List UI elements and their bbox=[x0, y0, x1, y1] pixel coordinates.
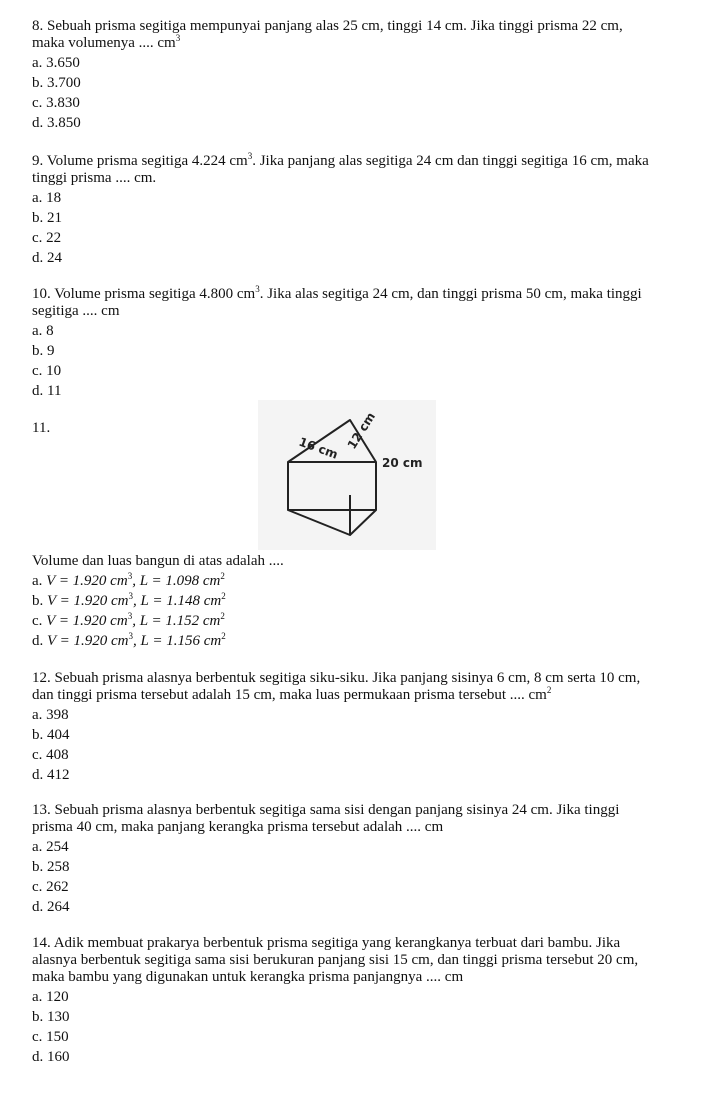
question-14-options bbox=[32, 987, 712, 1067]
option-d[interactable]: d. V = 1.920 $cm^3$, L = 1.156 $cm^2$ bbox=[32, 631, 226, 649]
question-8-options bbox=[32, 53, 712, 133]
option-c[interactable]: c. 408 bbox=[32, 747, 69, 763]
option-c[interactable]: c. 150 bbox=[32, 1029, 69, 1045]
option-c[interactable]: c. 22 bbox=[32, 230, 62, 246]
option-d[interactable]: d. 3.850 bbox=[32, 115, 81, 131]
option-c[interactable]: c. V = 1.920 $cm^3$, L = 1.152 $cm^2$ bbox=[32, 611, 225, 629]
prism-figure bbox=[258, 400, 436, 550]
question-12-stem: 12. Sebuah prisma alasnya berbentuk segitiga siku-siku. Jika panjang sisinya 6 cm, 8 cm serta 10 cm, dan tinggi prisma tersebut adalah 15 cm, maka luas permukaan prisma tersebut .... $cm^2$ bbox=[32, 670, 641, 703]
option-b[interactable]: b. V = 1.920 $cm^3$, L = 1.148 $cm^2$ bbox=[32, 591, 226, 609]
label-12cm: 12 cm bbox=[344, 409, 379, 452]
question-13-stem: 13. Sebuah prisma alasnya berbentuk segitiga sama sisi dengan panjang sisinya 24 cm. Jika tinggi prisma 40 cm, maka panjang kerangka prisma tersebut adalah .... cm bbox=[32, 802, 620, 835]
question-14 bbox=[32, 935, 712, 1067]
option-d[interactable]: d. 264 bbox=[32, 899, 70, 915]
question-13 bbox=[32, 802, 712, 917]
option-a[interactable]: a. 18 bbox=[32, 190, 62, 206]
label-20cm: 20 cm bbox=[382, 456, 423, 470]
option-b[interactable]: b. 258 bbox=[32, 859, 70, 875]
option-a[interactable]: a. 254 bbox=[32, 839, 69, 855]
triangular-prism-diagram bbox=[258, 400, 436, 550]
question-12 bbox=[32, 670, 712, 785]
question-11-number: 11. bbox=[32, 420, 51, 436]
question-10-options bbox=[32, 321, 712, 401]
option-c[interactable]: c. 10 bbox=[32, 363, 62, 379]
option-a[interactable]: a. 3.650 bbox=[32, 55, 80, 71]
question-14-stem: 14. Adik membuat prakarya berbentuk prisma segitiga yang kerangkanya terbuat dari bambu. Jika alasnya berbentuk segitiga sama sisi berukuran panjang sisi 15 cm, dan tinggi prisma tersebut 20 cm, maka bambu yang digunakan untuk kerangka prisma panjangnya .... cm bbox=[32, 935, 639, 985]
question-12-options bbox=[32, 705, 712, 785]
option-a[interactable]: a. 8 bbox=[32, 323, 54, 339]
question-10 bbox=[32, 286, 712, 401]
option-d[interactable]: d. 11 bbox=[32, 383, 62, 399]
option-d[interactable]: d. 160 bbox=[32, 1049, 70, 1065]
option-b[interactable]: b. 404 bbox=[32, 727, 70, 743]
question-10-stem: 10. Volume prisma segitiga 4.800 $cm^3$. Jika alas segitiga 24 cm, dan tinggi prisma 50 cm, maka tinggi segitiga .... cm bbox=[32, 284, 642, 319]
option-d[interactable]: d. 412 bbox=[32, 767, 70, 783]
option-b[interactable]: b. 21 bbox=[32, 210, 62, 226]
option-c[interactable]: c. 3.830 bbox=[32, 95, 80, 111]
option-b[interactable]: b. 3.700 bbox=[32, 75, 81, 91]
question-9-options bbox=[32, 188, 712, 268]
option-b[interactable]: b. 9 bbox=[32, 343, 55, 359]
option-c[interactable]: c. 262 bbox=[32, 879, 69, 895]
option-b[interactable]: b. 130 bbox=[32, 1009, 70, 1025]
question-9 bbox=[32, 153, 712, 268]
question-8-stem: 8. Sebuah prisma segitiga mempunyai panjang alas 25 cm, tinggi 14 cm. Jika tinggi prisma 22 cm, maka volumenya .... $cm^3$ bbox=[32, 18, 623, 51]
question-8 bbox=[32, 18, 712, 133]
option-a[interactable]: a. 120 bbox=[32, 989, 69, 1005]
option-a[interactable]: a. 398 bbox=[32, 707, 69, 723]
question-11-options bbox=[32, 571, 712, 651]
question-11-stem: Volume dan luas bangun di atas adalah .... bbox=[32, 553, 284, 569]
question-13-options bbox=[32, 837, 712, 917]
question-9-stem: 9. Volume prisma segitiga 4.224 $cm^3$. Jika panjang alas segitiga 24 cm dan tinggi segitiga 16 cm, maka tinggi prisma .... cm. bbox=[32, 151, 649, 186]
question-11 bbox=[32, 553, 712, 651]
option-a[interactable]: a. V = 1.920 $cm^3$, L = 1.098 $cm^2$ bbox=[32, 571, 225, 589]
label-16cm: 16 cm bbox=[296, 434, 340, 462]
option-d[interactable]: d. 24 bbox=[32, 250, 62, 266]
